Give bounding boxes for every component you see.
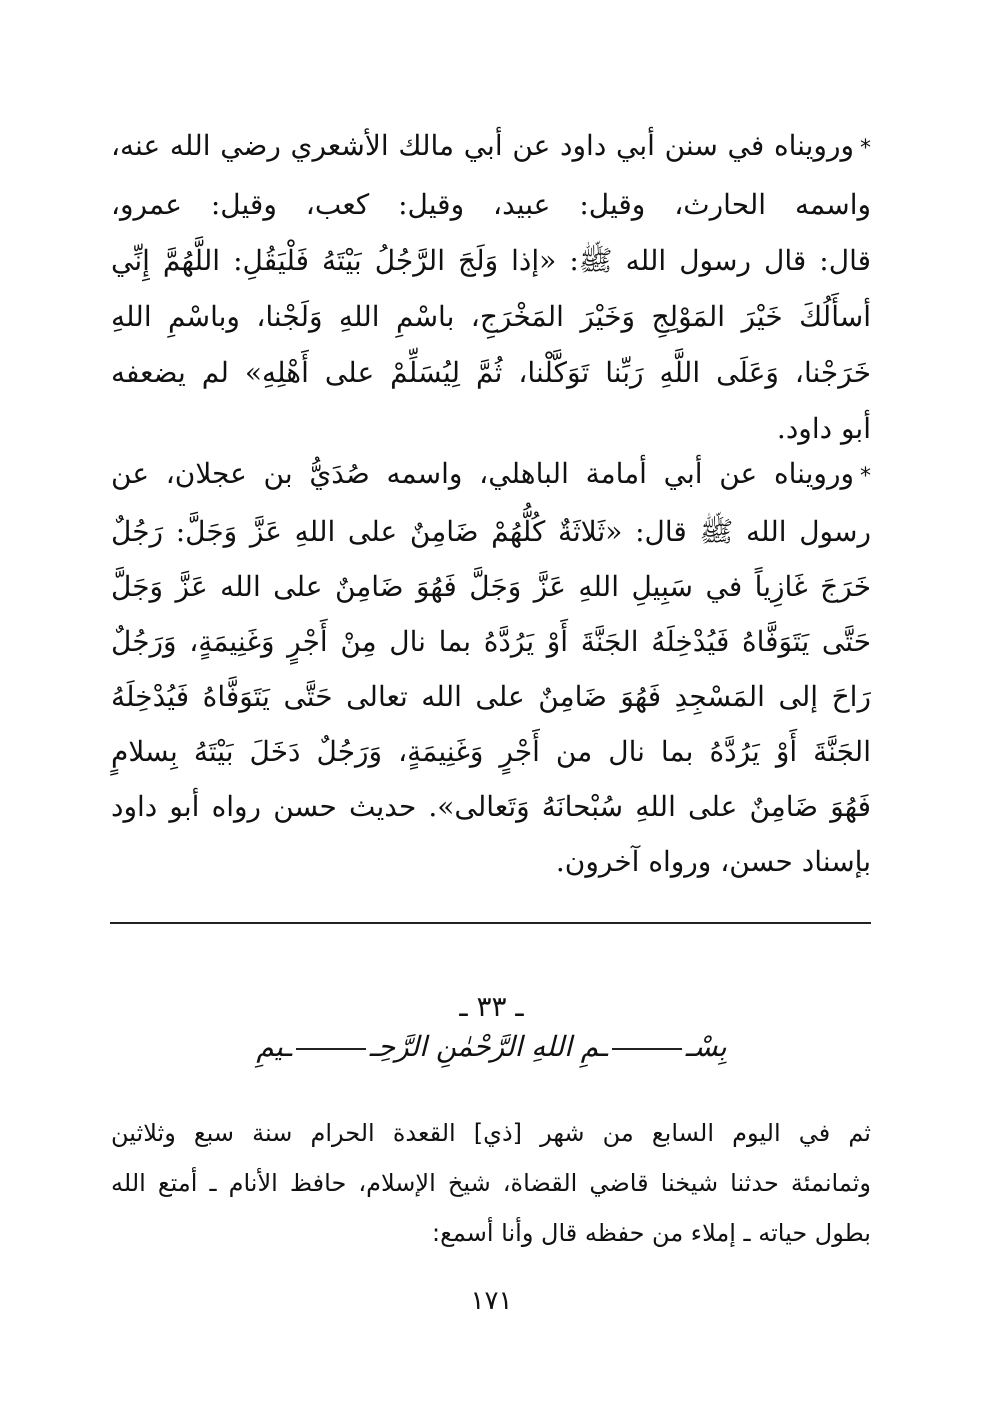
hadith-1-line-5: خَرَجْنا، وَعَلَى اللَّهِ رَبِّنا تَوَكَّلْنا، ثُمَّ لِيُسَلِّمْ على أَهْلِهِ» لم يضعفه (111, 356, 872, 389)
calligraphy-stroke (612, 1048, 682, 1050)
hadith-2-line-4: حَتَّى يَتَوَفَّاهُ فَيُدْخِلَهُ الجَنَّةَ أَوْ يَرُدَّهُ بما نال مِنْ أَجْرٍ وَغَنِيمَةٍ، وَرَجُلٌ (111, 625, 871, 658)
hadith-2-line-6: الجَنَّةَ أَوْ يَرُدَّهُ بما نال من أَجْرٍ وَغَنِيمَةٍ، وَرَجُلٌ دَخَلَ بَيْتَهُ بِسلامٍ (111, 735, 871, 768)
hadith-2-line-8: بإسناد حسن، ورواه آخرون. (555, 845, 871, 878)
hadith-2-line-7: فَهُوَ ضَامِنٌ على اللهِ سُبْحانَهُ وَتَعالى». حديث حسن رواه أبو داود (111, 790, 871, 823)
hadith-2-line-1: *ورويناه عن أبي أمامة الباهلي، واسمه صُدَيُّ بن عجلان، عن (111, 457, 871, 490)
intro-line-3: بطول حياته ـ إملاء من حفظه قال وأنا أسمع: (432, 1219, 871, 1247)
section-divider (110, 922, 871, 924)
hadith-2-line-2: رسول الله ﷺ قال: «ثَلاثَةٌ كُلُّهُمْ ضَامِنٌ على اللهِ عَزَّ وَجَلَّ: رَجُلٌ (111, 515, 871, 548)
hadith-1-line-2: واسمه الحارث، وقيل: عبيد، وقيل: كعب، وقيل: عمرو، (111, 188, 871, 221)
hadith-2-line-5: رَاحَ إلى المَسْجِدِ فَهُوَ ضَامِنٌ على الله تعالى حَتَّى يَتَوَفَّاهُ فَيُدْخِلَهُ (111, 680, 871, 713)
hadith-2-line-3: خَرَجَ غَازِياً في سَبِيلِ اللهِ عَزَّ وَجَلَّ فَهُوَ ضَامِنٌ على الله عَزَّ وَجَلَّ (111, 570, 871, 603)
asterisk-marker: * (860, 464, 871, 489)
intro-line-2: وثمانمئة حدثنا شيخنا قاضي القضاة، شيخ الإسلام، حافظ الأنام ـ أمتع الله (111, 1169, 871, 1197)
session-number: ـ ٣٣ ـ (459, 990, 524, 1023)
intro-line-1: ثم في اليوم السابع من شهر [ذي] القعدة الحرام سنة سبع وثلاثين (111, 1119, 871, 1147)
hadith-1-line-1: *ورويناه في سنن أبي داود عن أبي مالك الأشعري رضي الله عنه، (111, 129, 871, 162)
hadith-block-2 (111, 446, 871, 889)
asterisk-marker: * (860, 136, 871, 161)
session-intro (111, 1108, 871, 1258)
basmala-heading: بِسْــمِ اللهِ الرَّحْمٰنِ الرَّحِــيمِ (256, 1030, 727, 1063)
page-number: ١٧١ (470, 1286, 513, 1316)
hadith-1-line-3: قال: قال رسول الله ﷺ: «إذا وَلَجَ الرَّجُلُ بَيْتَهُ فَلْيَقُلِ: اللَّهُمَّ إِنِّي (111, 244, 871, 277)
calligraphy-stroke (296, 1048, 366, 1050)
hadith-1-line-6: أبو داود. (776, 412, 871, 445)
hadith-1-line-4: أسأَلُكَ خَيْرَ المَوْلِجِ وَخَيْرَ المَخْرَجِ، باسْمِ اللهِ وَلَجْنا، وباسْمِ اللهِ (111, 300, 871, 333)
hadith-block-1 (111, 118, 871, 457)
